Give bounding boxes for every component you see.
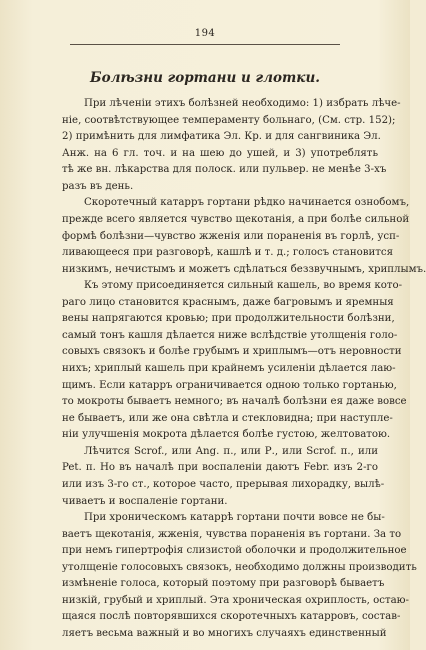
text-line: не бываетъ, или же она свѣтла и стекловидна; при наступле-	[62, 412, 393, 424]
section-title: Болѣзни гортани и глотки.	[90, 70, 320, 86]
text-line: При лѣченіи этихъ болѣзней необходимо: 1) избрать лѣче-	[84, 98, 401, 109]
text-line: ніе, соотвѣтствующее темпераменту больнаго, (См. стр. 152);	[62, 114, 396, 126]
text-line: ніи улучшенія мокрота дѣлается болѣе густою, желтоватою.	[62, 429, 391, 441]
text-line: или изъ 3-го ст., которое часто, прерывая лихорадку, вылѣ-	[62, 478, 385, 490]
text-line: измѣненіе голоса, который поэтому при разговорѣ бываетъ	[62, 578, 385, 590]
text-line: вены напрягаются кровью; при продолжительности болѣзни,	[62, 313, 395, 325]
text-line: Анж. на 6 гл. точ. и на шею до ушей, и 3) употреблять	[62, 147, 378, 159]
text-line: щимъ. Если катарръ ограничивается одною только гортанью,	[62, 379, 397, 391]
text-line: щаяся послѣ повторявшихся скоротечныхъ катарровъ, состав-	[62, 611, 401, 623]
text-line: тѣ же вн. лѣкарства для полоск. или пульвер. не менѣе 3-хъ	[62, 164, 387, 176]
text-line: Лѣчится Scrof., или Ang. п., или Р., или Scrof. п., или	[84, 445, 378, 457]
text-line: нихъ; хриплый кашель при крайнемъ усиленіи дѣлается лаю-	[62, 363, 396, 374]
page-number: 194	[194, 28, 216, 39]
text-line: самый тонъ кашля дѣлается ниже вслѣдствіе утолщенія голо-	[62, 329, 398, 341]
text-line: Pet. п. Но въ началѣ при воспаленіи даютъ Febr. изъ 2-го	[62, 462, 378, 474]
text-line: ливающееся при разговорѣ, кашлѣ и т. д.; голосъ становится	[62, 247, 394, 259]
text-line: утолщеніе голосовыхъ связокъ, необходимо должны производить	[62, 561, 417, 573]
text-line: низкій, грубый и хриплый. Эта хроническая охриплость, остаю-	[62, 594, 409, 606]
text-line: раго лицо становится краснымъ, даже багровымъ и яремныя	[62, 296, 394, 308]
text-line: ляетъ весьма важный и во многихъ случаяхъ единственный	[62, 628, 387, 639]
text-line: 2) примѣнить для лимфатика Эл. Кр. и для сангвиника Эл.	[62, 131, 381, 143]
text-line: совыхъ связокъ и болѣе грубымъ и хриплымъ—отъ неровности	[62, 346, 402, 358]
text-line: При хроническомъ катаррѣ гортани почти вовсе не бы-	[84, 512, 385, 524]
text-line: ваетъ щекотанія, жженія, чувства пораненія въ гортани. За то	[62, 528, 402, 540]
text-line: разъ въ день.	[62, 180, 134, 192]
text-line: прежде всего является чувство щекотанія, а при болѣе сильной	[62, 213, 410, 225]
header-rule	[70, 44, 340, 45]
text-line: то мокроты бываетъ немного; въ началѣ болѣзни ея даже вовсе	[62, 396, 407, 408]
text-line: формѣ болѣзни—чувство жженія или пораненія въ горлѣ, усп-	[62, 230, 400, 242]
text-line: Скоротечный катарръ гортани рѣдко начинается ознобомъ,	[84, 197, 410, 209]
text-line: чиваетъ и воспаленіе гортани.	[62, 495, 228, 507]
text-line: при немъ гипертрофія слизистой оболочки и продолжительное	[62, 545, 407, 557]
text-line: низкимъ, нечистымъ и можетъ сдѣлаться беззвучнымъ, хриплымъ.	[62, 263, 426, 275]
text-line: Къ этому присоединяется сильный кашель, во время кото-	[84, 280, 403, 292]
